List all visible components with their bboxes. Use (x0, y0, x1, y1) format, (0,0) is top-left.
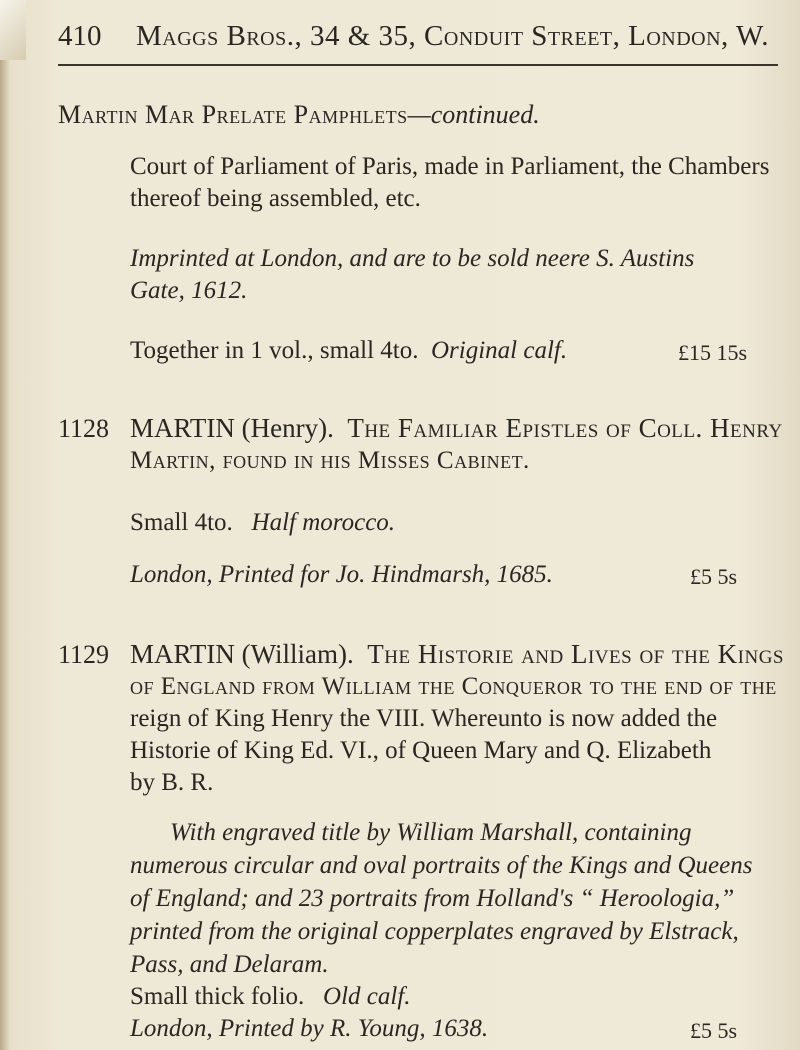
section-author: Martin Mar Prelate Pamphlets (58, 100, 408, 129)
entry-1129-title-5: by B. R. (130, 769, 214, 796)
continued-imprint-2: Gate, 1612. (130, 277, 248, 304)
header-rule (58, 64, 778, 66)
publisher-line: Maggs Bros., 34 & 35, Conduit Street, London, W. (136, 20, 769, 52)
entry-1128-heading: MARTIN (Henry). The Familiar Epistles of Coll. Henry (130, 413, 783, 443)
section-suffix: —continued. (407, 100, 540, 129)
entry-1129-heading: MARTIN (William). The Historie and Lives of the Kings (130, 639, 785, 669)
entry-1129-price: £5 5s (690, 1018, 738, 1043)
running-head (58, 20, 778, 53)
continued-imprint-1: Imprinted at London, and are to be sold neere S. Austins (130, 245, 695, 272)
section-title (58, 100, 540, 130)
page-corner (0, 0, 26, 60)
continued-line-1: Court of Parliament of Paris, made in Parliament, the Chambers (130, 153, 770, 180)
page-number: 410 (58, 20, 102, 52)
entry-1129-desc-3: of England; and 23 portraits from Holland's “ Heroologia,” (130, 885, 735, 912)
entry-1129-desc-5: Pass, and Delaram. (130, 951, 329, 978)
entry-1128-price: £5 5s (690, 564, 738, 589)
entry-1129-imprint: London, Printed by R. Young, 1638. (130, 1015, 489, 1042)
entry-1129-desc-4: printed from the original copperplates engraved by Elstrack, (130, 918, 739, 945)
entry-1128-title-2: Martin, found in his Misses Cabinet. (130, 447, 530, 474)
continued-binding: Together in 1 vol., small 4to. Original calf. (130, 337, 568, 364)
entry-1128-imprint: London, Printed for Jo. Hindmarsh, 1685. (130, 561, 553, 588)
entry-1129-title-2: of England from William the Conqueror to the end of the (130, 673, 777, 700)
continued-line-2: thereof being assembled, etc. (130, 185, 421, 212)
entry-1129-desc-1: With engraved title by William Marshall, containing (170, 819, 692, 846)
lot-number-1129: 1129 (58, 640, 110, 669)
page-edge-shadow (0, 0, 10, 1050)
entry-1129-desc-2: numerous circular and oval portraits of the Kings and Queens (130, 852, 753, 879)
lot-number-1128: 1128 (58, 414, 110, 443)
continued-price: £15 15s (678, 340, 748, 365)
entry-1129-title-3: reign of King Henry the VIII. Whereunto is now added the (130, 705, 718, 732)
entry-1129-format: Small thick folio. Old calf. (130, 983, 411, 1010)
entry-1129-title-4: Historie of King Ed. VI., of Queen Mary and Q. Elizabeth (130, 737, 712, 764)
entry-1128-format: Small 4to. Half morocco. (130, 509, 396, 536)
